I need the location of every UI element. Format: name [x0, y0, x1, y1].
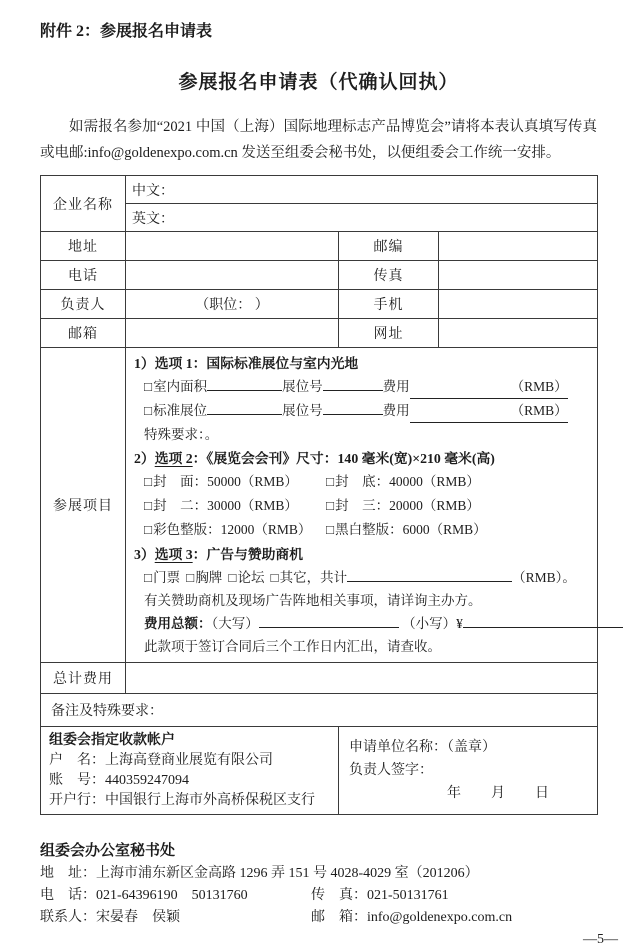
standard-booth-blank[interactable] [207, 400, 282, 415]
mobile-field[interactable] [439, 290, 598, 319]
option1-standard-line [134, 399, 589, 423]
fee-total-label: 费用总额： [144, 616, 212, 631]
checkbox-icon[interactable]: □ [270, 570, 279, 585]
pub-item-label: 封 面： [153, 474, 208, 489]
secretariat-phone: 021-64396190 50131760 [96, 888, 248, 903]
account-number: 账 号：440359247094 [49, 773, 189, 788]
checkbox-icon[interactable]: □ [144, 474, 153, 489]
website-field[interactable] [439, 319, 598, 348]
indoor-area-blank[interactable] [207, 376, 282, 391]
booth-no-label: 展位号 [282, 379, 323, 394]
checkbox-icon[interactable]: □ [144, 403, 153, 418]
email-label: 邮箱 [41, 319, 126, 348]
account-name: 户 名：上海高登商业展览有限公司 [49, 753, 273, 768]
checkbox-icon[interactable]: □ [326, 498, 335, 513]
daxie-label: （大写） [211, 616, 259, 631]
address-label: 地址 [41, 232, 126, 261]
option3-word: 选项 3 [154, 547, 193, 562]
rmb-suffix: （RMB）。 [512, 570, 576, 585]
other-total-label: 其它，共计 [279, 570, 348, 585]
secretariat-title: 组委会办公室秘书处 [40, 843, 176, 859]
pub-item-cover [144, 470, 326, 494]
total-cost-label: 总计费用 [41, 663, 126, 694]
contact-person-row [41, 290, 598, 319]
email-field[interactable] [126, 319, 339, 348]
option2-rest: ：《展览会会刊》尺寸：140 毫米(宽)×210 毫米(高) [192, 451, 495, 466]
standard-booth-label: 标准展位 [153, 403, 208, 418]
ticket-label: 门票 [153, 570, 181, 585]
pub-item-label: 封 底： [335, 474, 390, 489]
email-row [41, 319, 598, 348]
option3-checkbox-line [134, 566, 589, 589]
mobile-label: 手机 [339, 290, 439, 319]
fee-blank-rmb[interactable]: （RMB） [410, 399, 568, 423]
total-cost-row [41, 663, 598, 694]
payment-note-line: 此款项于签订合同后三个工作日内汇出，请查收。 [144, 639, 441, 654]
booth-no-blank[interactable] [323, 376, 383, 391]
company-name-row-cn [41, 176, 598, 204]
option3-prefix: 3） [134, 547, 155, 562]
postcode-field[interactable] [439, 232, 598, 261]
pub-item-back-cover [326, 470, 589, 494]
publication-price-grid [134, 470, 589, 542]
account-bank: 开户行：中国银行上海市外高桥保税区支行 [49, 793, 315, 808]
checkbox-icon[interactable]: □ [326, 522, 335, 537]
option2-word: 选项 2 [154, 451, 193, 466]
address-row [41, 232, 598, 261]
contact-person-field[interactable]: （职位： ） [126, 290, 339, 319]
xiaoxie-label: （小写）¥ [402, 616, 463, 631]
page-number: —5— [583, 932, 618, 947]
checkbox-icon[interactable]: □ [326, 474, 335, 489]
secretariat-fax-label: 传 真： [311, 888, 367, 903]
pub-item-price: 40000（RMB） [389, 474, 480, 489]
account-signature-row [41, 727, 598, 815]
checkbox-icon[interactable]: □ [228, 570, 237, 585]
forum-label: 论坛 [237, 570, 265, 585]
project-row [41, 348, 598, 663]
remarks-field[interactable]: 备注及特殊要求： [41, 694, 598, 727]
fee-blank-rmb[interactable]: （RMB） [410, 375, 568, 399]
company-name-label: 企业名称 [41, 176, 126, 232]
website-label: 网址 [339, 319, 439, 348]
sponsor-note-line: 有关赞助商机及现场广告阵地相关事项，请详询主办方。 [144, 593, 482, 608]
option3-rest: ：广告与赞助商机 [192, 547, 304, 562]
pub-item-price: 50000（RMB） [207, 474, 298, 489]
checkbox-icon[interactable]: □ [144, 498, 153, 513]
pub-item-price: 30000（RMB） [207, 498, 298, 513]
applicant-org-line: 申请单位名称：（盖章） [349, 740, 496, 755]
secretariat-email-label: 邮 箱： [311, 910, 367, 925]
signature-cell [339, 727, 598, 815]
pub-item-inside-back [326, 494, 589, 518]
badge-label: 胸牌 [195, 570, 223, 585]
total-cost-field[interactable] [126, 663, 598, 694]
option3-total-blank[interactable] [347, 567, 512, 582]
secretariat-email: info@goldenexpo.com.cn [367, 910, 513, 925]
address-field[interactable] [126, 232, 339, 261]
project-label: 参展项目 [41, 348, 126, 663]
phone-label: 电话 [41, 261, 126, 290]
pub-item-bw-page [326, 518, 589, 542]
pub-item-price: 12000（RMB） [220, 522, 312, 537]
pub-item-label: 彩色整版： [153, 522, 221, 537]
pub-item-price: 6000（RMB） [402, 522, 487, 537]
postcode-label: 邮编 [339, 232, 439, 261]
secretariat-address: 上海市浦东新区金高路 1296 弄 151 号 4028-4029 室（201206） [96, 866, 479, 881]
fax-field[interactable] [439, 261, 598, 290]
fee-label: 费用 [382, 379, 410, 394]
company-name-cn-field[interactable]: 中文： [126, 176, 598, 204]
secretariat-phone-fax-line [40, 885, 597, 907]
phone-field[interactable] [126, 261, 339, 290]
daxie-blank[interactable] [259, 613, 399, 628]
secretariat-address-line [40, 863, 597, 885]
checkbox-icon[interactable]: □ [144, 570, 153, 585]
pub-item-price: 20000（RMB） [389, 498, 480, 513]
pub-item-label: 封 三： [335, 498, 390, 513]
intro-paragraph: 如需报名参加“2021 中国（上海）国际地理标志产品博览会”请将本表认真填写传真或电邮:info@goldenexpo.com.cn 发送至组委会秘书处，以便组委会工作统一安排。 [40, 119, 597, 161]
phone-row [41, 261, 598, 290]
secretariat-contact: 宋晏春 侯颖 [96, 910, 180, 925]
fax-label: 传真 [339, 261, 439, 290]
form-title: 参展报名申请表（代确认回执） [178, 72, 459, 93]
special-requirements-line: 特殊要求：。 [144, 427, 219, 442]
project-content [126, 348, 598, 663]
option2-prefix: 2） [134, 451, 155, 466]
pub-item-label: 封 二： [153, 498, 208, 513]
option3-heading [134, 543, 589, 566]
option1-indoor-line [134, 375, 589, 399]
remarks-row [41, 694, 598, 727]
pub-item-label: 黑白整版： [335, 522, 403, 537]
checkbox-icon[interactable]: □ [144, 522, 153, 537]
fee-total-line [134, 612, 589, 635]
xiaoxie-blank[interactable] [463, 613, 623, 628]
payment-account-cell [41, 727, 339, 815]
booth-no-blank[interactable] [323, 400, 383, 415]
date-line[interactable]: 年 月 日 [447, 786, 557, 801]
pub-item-color-page [144, 518, 326, 542]
pub-item-inside-front [144, 494, 326, 518]
secretariat-contact-label: 联系人： [40, 910, 96, 925]
option1-heading: 1）选项 1：国际标准展位与室内光地 [134, 356, 359, 371]
secretariat-fax: 021-50131761 [367, 888, 449, 903]
attachment-heading: 附件 2：参展报名申请表 [40, 23, 213, 40]
option2-heading [134, 447, 589, 470]
booth-no-label: 展位号 [282, 403, 323, 418]
registration-table [40, 175, 598, 815]
checkbox-icon[interactable]: □ [186, 570, 195, 585]
signature-line[interactable]: 负责人签字： [349, 763, 433, 778]
company-name-en-field[interactable]: 英文： [126, 204, 598, 232]
contact-person-label: 负责人 [41, 290, 126, 319]
secretariat-address-label: 地 址： [40, 866, 96, 881]
account-title: 组委会指定收款帐户 [49, 733, 175, 748]
fee-label: 费用 [382, 403, 410, 418]
secretariat-phone-label: 电 话： [40, 888, 96, 903]
indoor-area-label: 室内面积 [153, 379, 208, 394]
footer-secretariat [40, 840, 597, 929]
secretariat-contact-email-line [40, 907, 597, 929]
checkbox-icon[interactable]: □ [144, 379, 153, 394]
